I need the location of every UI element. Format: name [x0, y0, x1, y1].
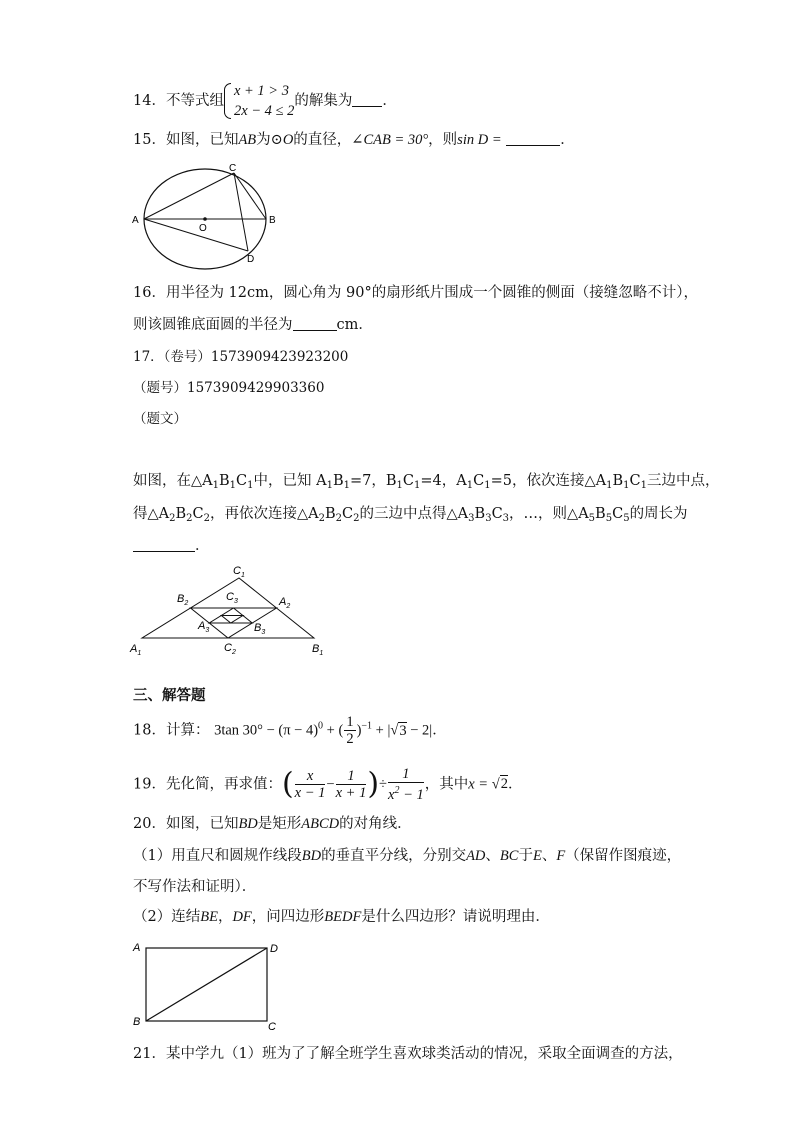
figure-15-circle-diagram: [128, 160, 288, 272]
label-b2: $B_2$: [177, 593, 189, 607]
question-17-paper-id: 17．（卷号）1573909423923200: [133, 349, 349, 365]
answer-blank[interactable]: [293, 316, 337, 331]
inequality-system: x + 1 > 3 2x − 4 ≤ 2: [224, 81, 294, 121]
label-o: O: [199, 223, 207, 234]
center-dot: [203, 217, 207, 221]
question-20-part-2: （2）连结BE，DF，问四边形BEDF是什么四边形？请说明理由．: [133, 909, 550, 925]
label-c3: $C_3$: [226, 591, 238, 605]
label-a: A: [132, 215, 139, 226]
segment-cd: [234, 173, 248, 251]
label-b3: $B_3$: [254, 622, 266, 636]
question-16-line-2: 则该圆锥底面圆的半径为 cm．: [133, 317, 373, 333]
fraction-x-over-x-minus-1: $\frac{x}{x - 1}$: [294, 767, 326, 801]
label-c1: $C_1$: [233, 565, 245, 579]
question-21: 21．某中学九（1）班为了了解全班学生喜欢球类活动的情况，采取全面调查的方法，: [133, 1046, 683, 1062]
question-18: 18．计算： 3tan $30^\circ - (\pi - 4)^0$ + ( $\frac{1}{2}$ )$^{-1}$ + |√3 − 2|．: [133, 714, 447, 747]
question-17-line-3: ．: [133, 536, 210, 556]
question-20-part-1-cont: 不写作法和证明）．: [133, 879, 257, 895]
diagonal-bd: [146, 948, 267, 1021]
label-a: A: [133, 942, 141, 954]
answer-blank[interactable]: [133, 537, 195, 552]
fraction-1-over-x-plus-1: $\frac{1}{x + 1}$: [335, 767, 367, 801]
question-15: 15．如图，已知AB为⊙O的直径，∠CAB = 30°，则sin D = ．: [133, 132, 575, 148]
question-16-line-1: 16．用半径为 12cm，圆心角为 90°的扇形纸片围成一个圆锥的侧面（接缝忽略不计），: [133, 285, 698, 301]
question-20-line-1: 20．如图，已知BD是矩形ABCD的对角线．: [133, 816, 412, 832]
question-14: 14．不等式组 x + 1 > 3 2x − 4 ≤ 2 的解集为 ．: [133, 83, 397, 119]
label-b: B: [269, 215, 276, 226]
section-3-heading: 三、解答题: [133, 687, 206, 704]
question-17-text-label: （题文）: [133, 411, 187, 427]
figure-20-rectangle-diagram: [128, 936, 288, 1036]
segment-ac: [144, 173, 234, 219]
question-17-line-1: 如图，在$\triangle A_1B_1C_1$中，已知 $A_1B_1=7$，$B_1C_1=4$，$A_1C_1=5$，依次连接$\triangle A_1B_1C_1$三边中点，: [133, 473, 720, 491]
fraction-one-half: $\frac{1}{2}$: [346, 714, 354, 747]
question-17-question-id: （题号）1573909429903360: [133, 380, 325, 396]
label-b1: $B_1$: [312, 643, 324, 657]
label-a3: $A_3$: [198, 620, 210, 634]
label-d: D: [270, 943, 278, 955]
label-b: B: [133, 1016, 141, 1028]
question-19: 19．先化简，再求值：( $\frac{x}{x - 1}$ − $\frac{1}{x + 1}$ )÷ $\frac{1}{x^2 - 1}$ ，其中x = √2．: [133, 766, 523, 803]
label-a1: $A_1$: [130, 643, 142, 657]
label-c2: $C_2$: [224, 642, 236, 656]
segment-cb: [234, 173, 266, 219]
label-a2: $A_2$: [279, 596, 291, 610]
label-d: D: [247, 254, 255, 265]
triangle-a4b4c4: [221, 616, 243, 624]
label-c: C: [268, 1021, 276, 1033]
segment-ad: [144, 219, 248, 251]
label-c: C: [229, 163, 237, 174]
question-20-part-1: （1）用直尺和圆规作线段BD的垂直平分线，分别交AD、BC于E、F（保留作图痕迹，: [133, 848, 682, 864]
fraction-1-over-x-squared-minus-1: $\frac{1}{x^2 - 1}$: [388, 766, 424, 803]
answer-blank[interactable]: [352, 92, 382, 107]
answer-blank[interactable]: [506, 131, 560, 146]
figure-17-triangle-diagram: [128, 560, 338, 660]
question-17-line-2: 得$\triangle A_2B_2C_2$，再依次连接$\triangle A_2B_2C_2$的三边中点得$\triangle A_3B_3C_3$，…，则$\triangle A_5B_5C_5$的周长为: [133, 506, 688, 524]
